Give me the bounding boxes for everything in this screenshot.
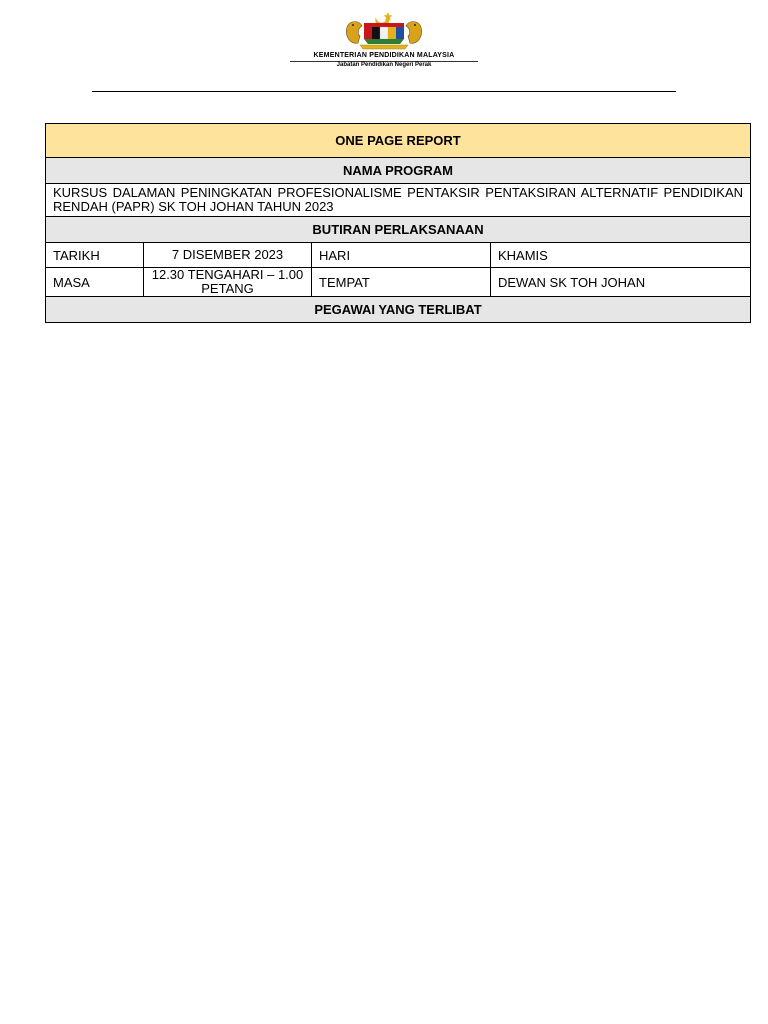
program-name-row [46, 184, 751, 217]
date-day-row [46, 243, 751, 268]
venue-value: DEWAN SK TOH JOHAN [491, 268, 751, 297]
report-title-row [46, 124, 751, 158]
coat-of-arms-icon [338, 10, 430, 50]
officers-heading: PEGAWAI YANG TERLIBAT [46, 297, 751, 323]
program-heading-row [46, 158, 751, 184]
date-value: 7 DISEMBER 2023 [144, 243, 312, 268]
time-venue-row [46, 268, 751, 297]
officers-heading-row [46, 297, 751, 323]
one-page-report-table [45, 123, 751, 323]
ministry-name: KEMENTERIAN PENDIDIKAN MALAYSIA [313, 52, 455, 59]
date-label: TARIKH [46, 243, 144, 268]
program-name: KURSUS DALAMAN PENINGKATAN PROFESIONALISME PENTAKSIR PENTAKSIRAN ALTERNATIF PENDIDIKAN RENDAH (PAPR) SK TOH JOHAN TAHUN 2023 [46, 184, 751, 217]
time-label: MASA [46, 268, 144, 297]
venue-label: TEMPAT [312, 268, 491, 297]
header-divider [92, 91, 676, 92]
report-title: ONE PAGE REPORT [46, 124, 751, 158]
letterhead [288, 10, 480, 68]
program-heading: NAMA PROGRAM [46, 158, 751, 184]
time-value: 12.30 TENGAHARI – 1.00 PETANG [144, 268, 312, 297]
details-heading-row [46, 217, 751, 243]
day-value: KHAMIS [491, 243, 751, 268]
department-name: Jabatan Pendidikan Negeri Perak [336, 62, 432, 68]
details-heading: BUTIRAN PERLAKSANAAN [46, 217, 751, 243]
day-label: HARI [312, 243, 491, 268]
